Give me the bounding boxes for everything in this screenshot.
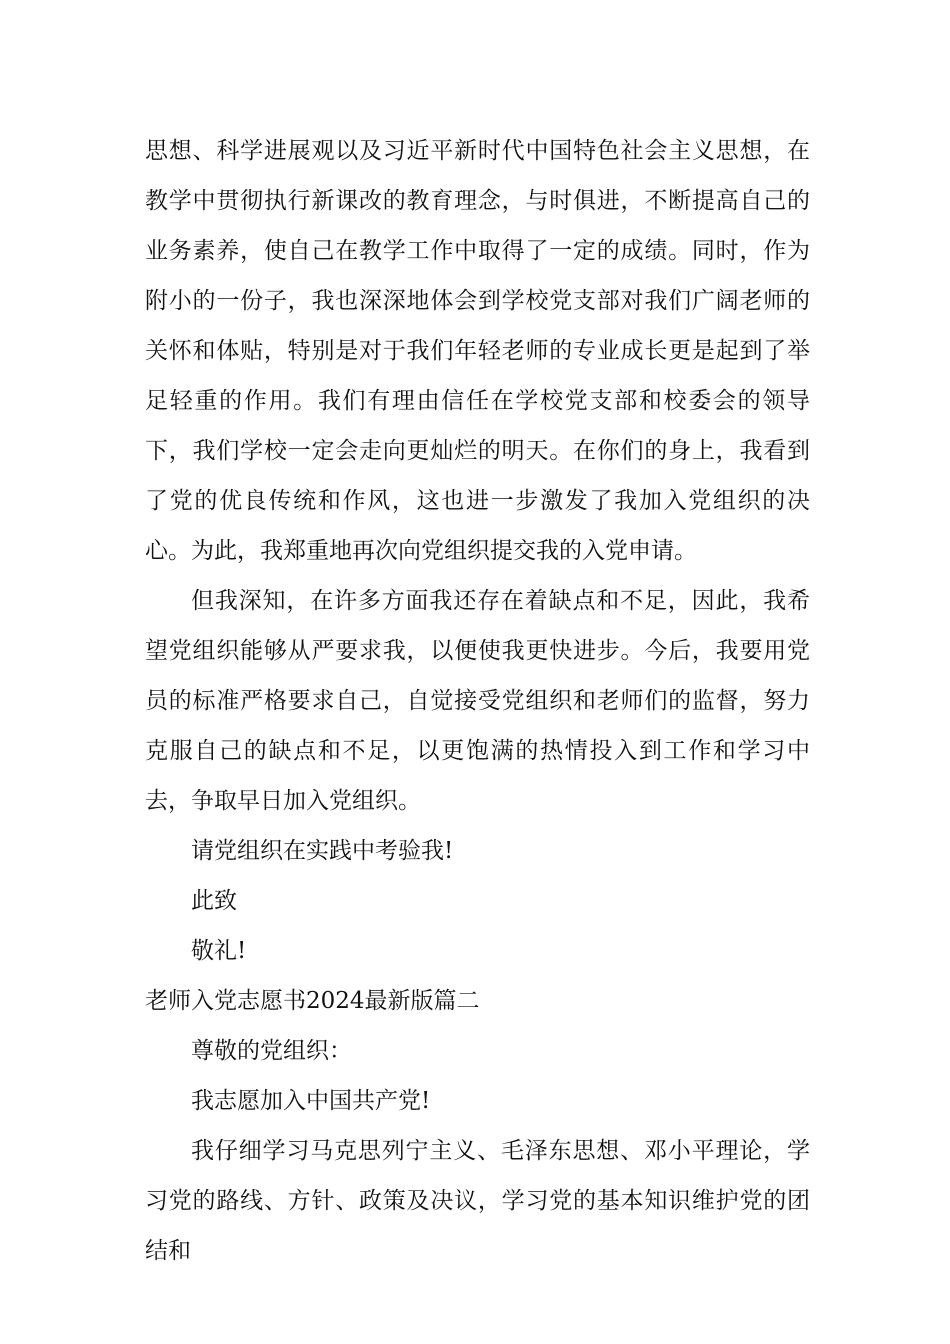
closing-cizhi: 此致 — [191, 888, 237, 914]
paragraph-request-test: 请党组织在实践中考验我! — [191, 838, 454, 864]
paragraph-continuation: 思想、科学进展观以及习近平新时代中国特色社会主义思想，在教学中贯彻执行新课改的教育理念，与时俱进，不断提高自己的业务素养，使自己在教学工作中取得了一定的成绩。同时，作为附小的一份子，我也深深地体会到学校党支部对我们广阔老师的关怀和体贴，特别是对于我们年轻老师的专业成长更是起到了举足轻重的作用。我们有理由信任在学校党支部和校委会的领导下，我们学校一定会走向更灿烂的明天。在你们的身上，我看到了党的优良传统和作风，这也进一步激发了我加入党组织的决心。为此，我郑重地再次向党组织提交我的入党申请。 — [145, 138, 810, 564]
section-heading: 老师入党志愿书2024最新版篇二 — [145, 988, 480, 1014]
closing-jingli: 敬礼! — [191, 938, 247, 964]
paragraph-self-improvement: 但我深知，在许多方面我还存在着缺点和不足，因此，我希望党组织能够从严要求我，以便使我更快进步。今后，我要用党员的标准严格要求自己，自觉接受党组织和老师们的监督，努力克服自己的缺点和不足，以更饱满的热情投入到工作和学习中去，争取早日加入党组织。 — [145, 588, 810, 814]
salutation: 尊敬的党组织： — [191, 1038, 352, 1064]
document-body — [145, 126, 810, 1276]
paragraph-declaration: 我志愿加入中国共产党! — [191, 1088, 431, 1114]
paragraph-study: 我仔细学习马克思列宁主义、毛泽东思想、邓小平理论，学习党的路线、方针、政策及决议，学习党的基本知识维护党的团结和 — [145, 1138, 810, 1264]
